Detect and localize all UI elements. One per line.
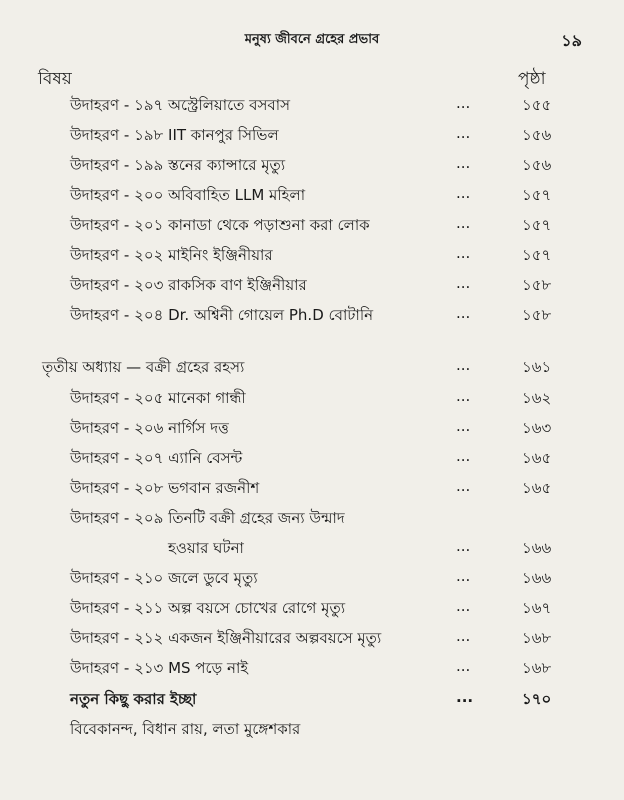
subsection-names: বিবেকানন্দ, বিধান রায়, লতা মুঙ্গেশকার	[70, 720, 301, 738]
entry-label: উদাহরণ - ২০৪ Dr. অশ্বিনী গোয়েল Ph.D বোটানি	[70, 306, 374, 324]
toc-entry	[0, 94, 624, 122]
entry-page: ১৬৬	[522, 539, 552, 557]
entry-label: উদাহরণ - ২১১ অল্প বয়সে চোখের রোগে মৃত্যু	[70, 599, 346, 617]
entry-label: উদাহরণ - ১৯৭ অস্ট্রেলিয়াতে বসবাস	[70, 96, 291, 114]
leader-dots: ...	[456, 124, 471, 142]
entry-page: ১৬৮	[522, 629, 552, 647]
entry-page: ১৫৮	[522, 276, 552, 294]
entry-page: ১৬২	[522, 389, 552, 407]
entry-label: উদাহরণ - ২০২ মাইনিং ইঞ্জিনীয়ার	[70, 246, 273, 264]
toc-entry	[0, 124, 624, 152]
entry-label: উদাহরণ - ২০১ কানাডা থেকে পড়াশুনা করা লোক	[70, 216, 370, 234]
chapter-label: তৃতীয় অধ্যায় — বক্রী গ্রহের রহস্য	[42, 358, 245, 376]
entry-label: উদাহরণ - ১৯৯ স্তনের ক্যান্সারে মৃত্যু	[70, 156, 286, 174]
leader-dots: ...	[456, 567, 471, 585]
toc-entry	[0, 304, 624, 332]
leader-dots: ...	[456, 214, 471, 232]
entry-page: ১৬৮	[522, 659, 552, 677]
leader-dots: ...	[456, 627, 471, 645]
toc-entry-continuation	[0, 537, 624, 565]
entry-page: ১৬৭	[522, 599, 552, 617]
entry-label: উদাহরণ - ২০৫ মানেকা গান্ধী	[70, 389, 246, 407]
entry-page: ১৬৫	[522, 449, 552, 467]
leader-dots: ...	[456, 477, 471, 495]
entry-label: উদাহরণ - ২০৬ নার্গিস দত্ত	[70, 419, 229, 437]
entry-label: উদাহরণ - ১৯৮ IIT কানপুর সিভিল	[70, 126, 279, 144]
leader-dots: ...	[456, 244, 471, 262]
toc-entry	[0, 214, 624, 242]
running-title: মনুষ্য জীবনে গ্রহের প্রভাব	[244, 32, 380, 47]
leader-dots: ...	[456, 537, 471, 555]
leader-dots: ...	[456, 154, 471, 172]
toc-entry	[0, 184, 624, 212]
topic-column-heading: বিষয়	[38, 69, 72, 89]
toc-entry	[0, 567, 624, 595]
leader-dots: ...	[456, 417, 471, 435]
leader-dots: ...	[456, 356, 471, 374]
entry-page: ১৫৫	[522, 96, 552, 114]
toc-entry	[0, 447, 624, 475]
entry-label: উদাহরণ - ২০৭ এ্যানি বেসন্ট	[70, 449, 243, 467]
page-number: ১৯	[561, 31, 582, 50]
toc-entry	[0, 627, 624, 655]
entry-page: ১৬৬	[522, 569, 552, 587]
entry-page: ১৫৭	[522, 216, 552, 234]
subsection-entry	[0, 688, 624, 716]
toc-entry	[0, 387, 624, 415]
entry-label: উদাহরণ - ২০৯ তিনটি বক্রী গ্রহের জন্য উন্মাদ	[70, 509, 345, 527]
toc-entry	[0, 274, 624, 302]
toc-entry	[0, 507, 624, 535]
toc-entry	[0, 244, 624, 272]
entry-page: ১৬৫	[522, 479, 552, 497]
toc-entry	[0, 154, 624, 182]
subsection-page: ১৭০	[522, 690, 552, 708]
toc-entry	[0, 657, 624, 685]
page-column-heading: পৃষ্ঠা	[518, 69, 546, 89]
toc-entry	[0, 477, 624, 505]
entry-page: ১৫৬	[522, 126, 552, 144]
leader-dots: ...	[456, 688, 474, 706]
entry-page: ১৬৩	[522, 419, 552, 437]
subsection-label: নতুন কিছু করার ইচ্ছা	[70, 690, 197, 708]
chapter-entry	[0, 356, 624, 384]
entry-page: ১৫৭	[522, 246, 552, 264]
leader-dots: ...	[456, 94, 471, 112]
entry-label: উদাহরণ - ২১৩ MS পড়ে নাই	[70, 659, 249, 677]
entry-label: উদাহরণ - ২০৩ রাকসিক বাণ ইঞ্জিনীয়ার	[70, 276, 307, 294]
leader-dots: ...	[456, 657, 471, 675]
leader-dots: ...	[456, 597, 471, 615]
entry-page: ১৫৬	[522, 156, 552, 174]
leader-dots: ...	[456, 184, 471, 202]
entry-page: ১৫৭	[522, 186, 552, 204]
entry-label: উদাহরণ - ২১০ জলে ডুবে মৃত্যু	[70, 569, 258, 587]
leader-dots: ...	[456, 304, 471, 322]
toc-entry	[0, 417, 624, 445]
leader-dots: ...	[456, 274, 471, 292]
entry-label: উদাহরণ - ২০০ অবিবাহিত LLM মহিলা	[70, 186, 306, 204]
leader-dots: ...	[456, 447, 471, 465]
entry-label: হওয়ার ঘটনা	[168, 539, 244, 557]
toc-entry	[0, 597, 624, 625]
leader-dots: ...	[456, 387, 471, 405]
entry-page: ১৫৮	[522, 306, 552, 324]
chapter-page: ১৬১	[522, 358, 552, 376]
entry-label: উদাহরণ - ২০৮ ভগবান রজনীশ	[70, 479, 260, 497]
entry-label: উদাহরণ - ২১২ একজন ইঞ্জিনীয়ারের অল্পবয়সে মৃত্যু	[70, 629, 382, 647]
